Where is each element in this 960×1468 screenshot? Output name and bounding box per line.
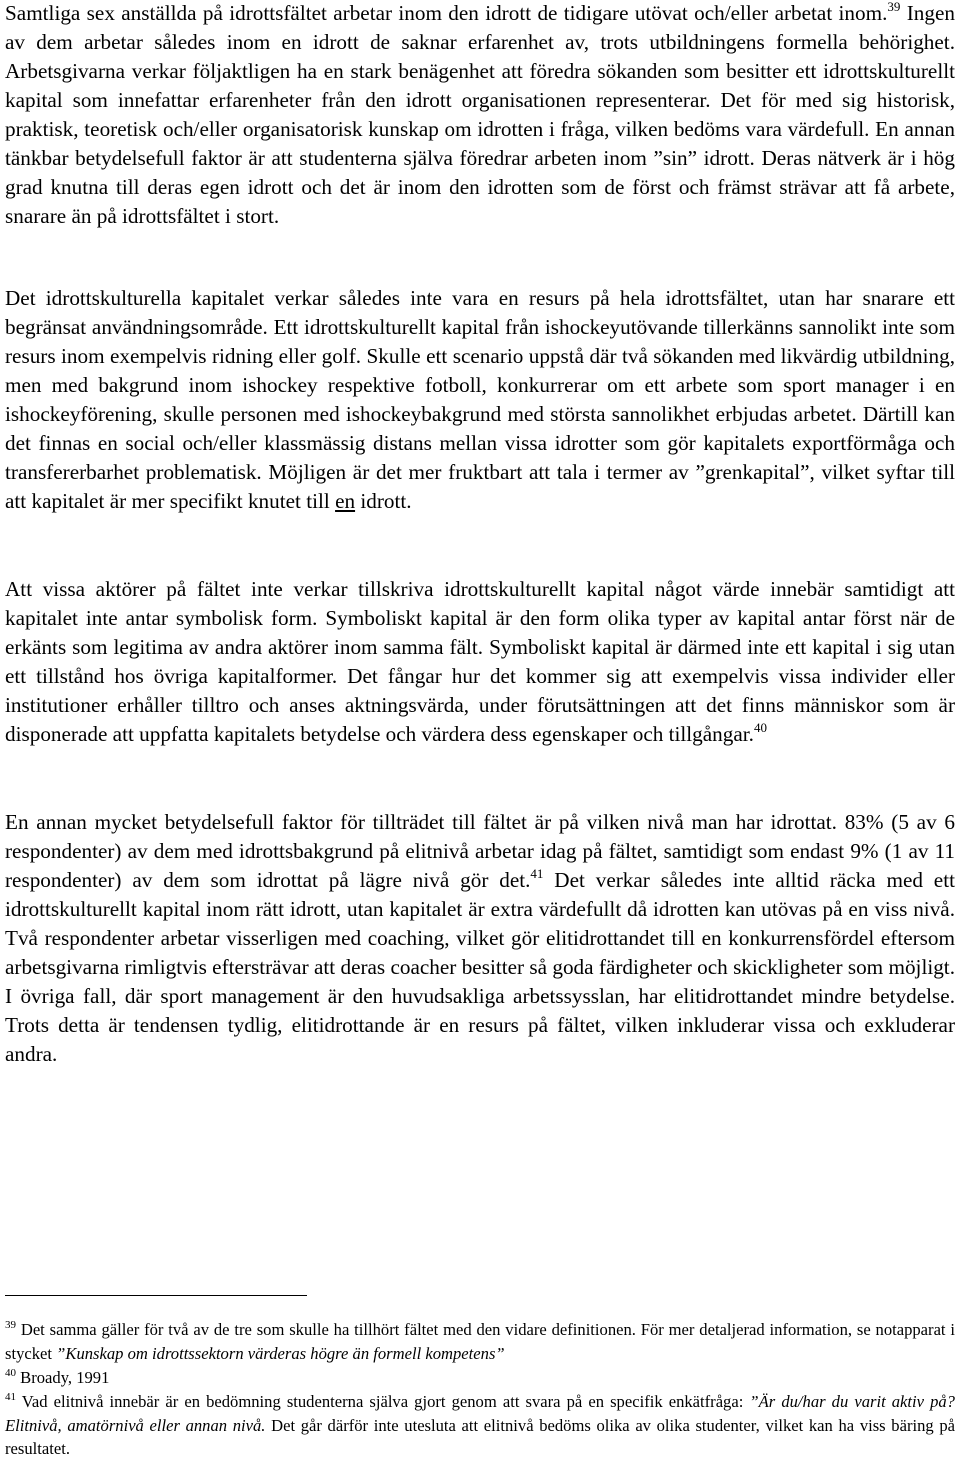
footnote-41 <box>5 1390 955 1461</box>
paragraph-1 <box>5 0 955 231</box>
footnote-40 <box>5 1366 955 1390</box>
footnote-41-text-b: Det går därför inte utesluta att elitnivå bedöms olika av olika studenter, vilket kan ha viss bäring på resultatet. <box>5 1415 956 1458</box>
footnote-41-italic: ”Är du/har du varit aktiv på? Elitnivå, amatörnivå eller annan nivå. <box>5 1392 955 1435</box>
footnote-ref-39[interactable]: 39 <box>887 0 901 14</box>
footnote-39-number: 39 <box>5 1319 16 1331</box>
footnote-41-number: 41 <box>5 1391 16 1403</box>
paragraph-4-text-a: En annan mycket betydelsefull faktor för tillträdet till fältet är på vilken nivå man har idrottat. 83% (5 av 6 respondenter) av dem med idrottsbakgrund på elitnivå arbetar idag på fältet, samtidigt som endast 9% (1 av 11 respondenter) av dem som idrottat på lägre nivå gör det. <box>5 810 955 892</box>
footnote-separator <box>5 1295 307 1296</box>
footnote-ref-40[interactable]: 40 <box>753 720 767 735</box>
paragraph-4 <box>5 808 955 1069</box>
footnote-39-italic: ”Kunskap om idrottssektorn värderas högre än formell kompetens” <box>56 1343 505 1363</box>
footnote-39-text: Det samma gäller för två av de tre som skulle ha tillhört fältet med den vidare definitionen. För mer detaljerad information, se notapparat i stycket <box>5 1320 955 1363</box>
footnote-41-text-a: Vad elitnivå innebär är en bedömning studenterna själva gjort genom att svara på en specifik enkätfråga: <box>16 1392 750 1411</box>
footnote-39 <box>5 1318 955 1365</box>
paragraph-2-text-a: Det idrottskulturella kapitalet verkar således inte vara en resurs på hela idrottsfältet, utan har snarare ett begränsat användningsområde. Ett idrottskulturellt kapital från ishockeyutövande tillerkänns sannolikt inte som resurs inom exempelvis ridning eller golf. Skulle ett scenario uppstå där två sökanden med likvärdig utbildning, men med bakgrund inom ishockey respektive fotboll, konkurrerar om ett arbete som sport manager i en ishockeyförening, skulle personen med ishockeybakgrund med största sannolikhet erbjudas arbetet. Därtill kan det finnas en social och/eller klassmässig distans mellan vissa idrotter som gör kapitalets exportförmåga och transfererbarhet problematisk. Möjligen är det mer fruktbart att tala i termer av ”grenkapital”, vilket syftar till att kapitalet är mer specifikt knutet till <box>5 286 955 513</box>
footnote-ref-41[interactable]: 41 <box>530 866 544 881</box>
paragraph-2-text-b: idrott. <box>355 489 412 513</box>
paragraph-3 <box>5 575 955 749</box>
paragraph-3-text-a: Att vissa aktörer på fältet inte verkar tillskriva idrottskulturellt kapital något värde innebär samtidigt att kapitalet inte antar symbolisk form. Symboliskt kapital är den form olika typer av kapital antar först när de erkänts som legitima av andra aktörer inom samma fält. Symboliskt kapital är därmed inte ett kapital i sig utan ett tillstånd hos övriga kapitalformer. Det fångar hur det kommer sig att exempelvis vissa individer eller institutioner erhåller tilltro och anses aktningsvärda, under förutsättningen att det finns människor som är disponerade att uppfatta kapitalets betydelse och värdera dess egenskaper och tillgångar. <box>5 577 955 746</box>
paragraph-2-underlined-word: en <box>335 489 356 513</box>
paragraph-1-text-a: Samtliga sex anställda på idrottsfältet arbetar inom den idrott de tidigare utövat och/eller arbetat inom. <box>5 1 888 25</box>
footnote-40-number: 40 <box>5 1367 16 1379</box>
footnote-40-text: Broady, 1991 <box>16 1368 110 1387</box>
paragraph-4-text-b: Det verkar således inte alltid räcka med ett idrottskulturellt kapital inom rätt idrott, utan kapitalet är extra värdefullt då idrotten kan utövas på en viss nivå. Två respondenter arbetar visserligen med coaching, vilket gör elitidrottandet till en konkurrensfördel eftersom arbetsgivarna rimligtvis eftersträvar att deras coacher besitter så goda färdigheter och skickligheter som möjligt. I övriga fall, där sport management är den huvudsakliga arbetssysslan, har elitidrottandet mindre betydelse. Trots detta är tendensen tydlig, elitidrottande är en resurs på fältet, vilken inkluderar vissa och exkluderar andra. <box>5 868 955 1066</box>
paragraph-1-text-b: Ingen av dem arbetar således inom en idrott de saknar erfarenhet av, trots utbildningens formella behörighet. Arbetsgivarna verkar följaktligen ha en stark benägenhet att föredra sökanden som besitter ett idrottskulturellt kapital som innefattar erfarenheter från den idrott organisationen representerar. Det för med sig historisk, praktisk, teoretisk och/eller organisatorisk kunskap om idrotten i fråga, vilken bedöms vara värdefull. En annan tänkbar betydelsefull faktor är att studenterna själva föredrar arbeten inom ”sin” idrott. Deras nätverk är i hög grad knutna till deras egen idrott och det är inom den idrotten som de först och främst strävar att få arbete, snarare än på idrottsfältet i stort. <box>5 1 955 228</box>
paragraph-2 <box>5 284 955 516</box>
